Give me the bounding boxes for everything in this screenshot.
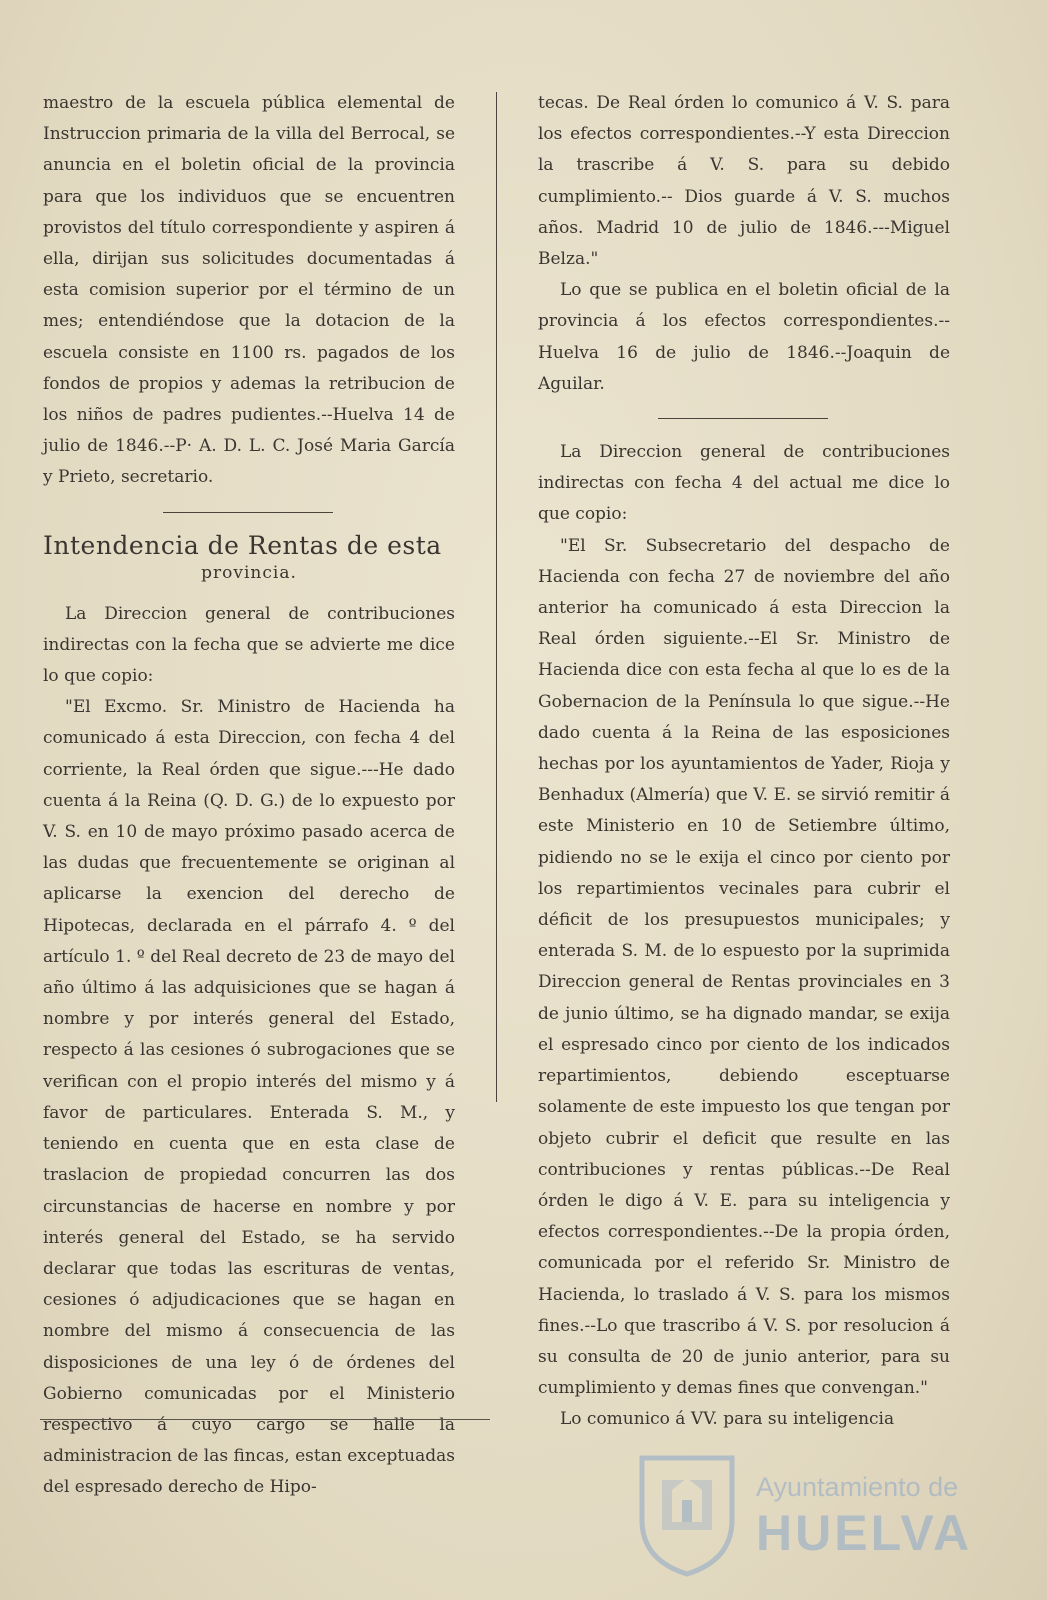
real-orden-repartimientos: "El Sr. Subsecretario del despacho de Hacienda con fecha 27 de noviembre del año anterior ha comunicado á esta Direccion la Real órden siguiente.--El Sr. Ministro de Hacienda dice con esta fecha al que lo es de la Gobernacion de la Península lo que sigue.--He dado cuenta á la Reina de las esposiciones hechas por los ayuntamientos de Yader, Rioja y Benhadux (Almería) que V. E. se sirvió remitir á este Ministerio en 10 de Setiembre último, pidiendo no se le exija el cinco por ciento por los repartimientos vecinales para cubrir el déficit de los presupuestos municipales; y enterada S. M. de lo espuesto por la suprimida Direccion general de Rentas provinciales en 3 de junio último, se ha dignado mandar, se exija el espresado cinco por ciento de los indicados repartimientos, debiendo esceptuarse solamente de este impuesto los que tengan por objeto cubrir el deficit que resulte en las contribuciones y rentas públicas.--De Real órden le digo á V. E. para su inteligencia y efectos correspondientes.--De la propia órden, comunicada por el referido Sr. Ministro de Hacienda, lo traslado á V. S. para los mismos fines.--Lo que trascribo á V. S. por resolucion á su consulta de 20 de junio anterior, para su cumplimiento y demas fines que convengan." <box>538 535 950 1399</box>
watermark-line2: HUELVA <box>756 1505 973 1561</box>
publication-notice: Lo que se publica en el boletin oficial de la provincia á los efectos correspondientes.--Huelva 16 de julio de 1846.--Joaquin de Aguilar. <box>538 280 950 394</box>
section-divider-right <box>658 418 828 419</box>
section-title: Intendencia de Rentas de esta <box>43 530 442 560</box>
huelva-shield-icon <box>632 1450 742 1578</box>
real-orden-continuation: tecas. De Real órden lo comunico á V. S. para los efectos correspondientes.--Y esta Direccion la trascribe á V. S. para su debido cumplimiento.-- Dios guarde á V. S. muchos años. Madrid 10 de julio de 1846.---Miguel Belza." <box>538 93 950 270</box>
ayuntamiento-watermark <box>632 1450 1032 1590</box>
real-orden-hipotecas: "El Excmo. Sr. Ministro de Hacienda ha comunicado á esta Direccion, con fecha 4 del corriente, la Real órden que sigue.---He dado cuenta á la Reina (Q. D. G.) de lo expuesto por V. S. en 10 de mayo próximo pasado acerca de las dudas que frecuentemente se originan al aplicarse la exencion del derecho de Hipotecas, declarada en el párrafo 4. º del artículo 1. º del Real decreto de 23 de mayo del año último á las adquisiciones que se hagan á nombre y por interés general del Estado, respecto á las cesiones ó subrogaciones que se verifican con el propio interés del mismo y á favor de particulares. Enterada S. M., y teniendo en cuenta que en esta clase de traslacion de propiedad concurren las dos circunstancias de hacerse en nombre y por interés general del Estado, se ha servido declarar que todas las escrituras de ventas, cesiones ó adjudicaciones que se hagan en nombre del mismo á consecuencia de las disposiciones de una ley ó de órdenes del Gobierno comunicadas por el Ministerio respectivo á cuyo cargo se halle la administracion de las fincas, estan exceptuadas del espresado derecho de Hipo- <box>43 697 455 1498</box>
watermark-line1: Ayuntamiento de <box>756 1472 959 1502</box>
section-subtitle: provincia. <box>201 562 297 583</box>
closing-line: Lo comunico á VV. para su inteligencia <box>560 1409 895 1430</box>
direccion-intro-2: La Direccion general de contribuciones indirectas con fecha 4 del actual me dice lo que copio: <box>538 442 950 525</box>
direccion-intro: La Direccion general de contribuciones indirectas con la fecha que se advierte me dice lo que copio: <box>43 603 455 687</box>
berrocal-school-notice: maestro de la escuela pública elemental de Instruccion primaria de la villa del Berrocal, se anuncia en el boletin oficial de la provincia para que los individuos que se encuentren provistos del título correspondiente y aspiren á ella, dirijan sus solicitudes documentadas á esta comision superior por el término de un mes; entendiéndose que la dotacion de la escuela consiste en 1100 rs. pagados de los fondos de propios y ademas la retribucion de los niños de padres pudientes.--Huelva 14 de julio de 1846.--P· A. D. L. C. José Maria García y Prieto, secretario. <box>43 93 455 488</box>
column-rule <box>496 92 497 1102</box>
left-column <box>43 88 455 1504</box>
section-divider <box>163 512 333 513</box>
right-column <box>538 88 950 1436</box>
bottom-rule <box>40 1419 490 1420</box>
